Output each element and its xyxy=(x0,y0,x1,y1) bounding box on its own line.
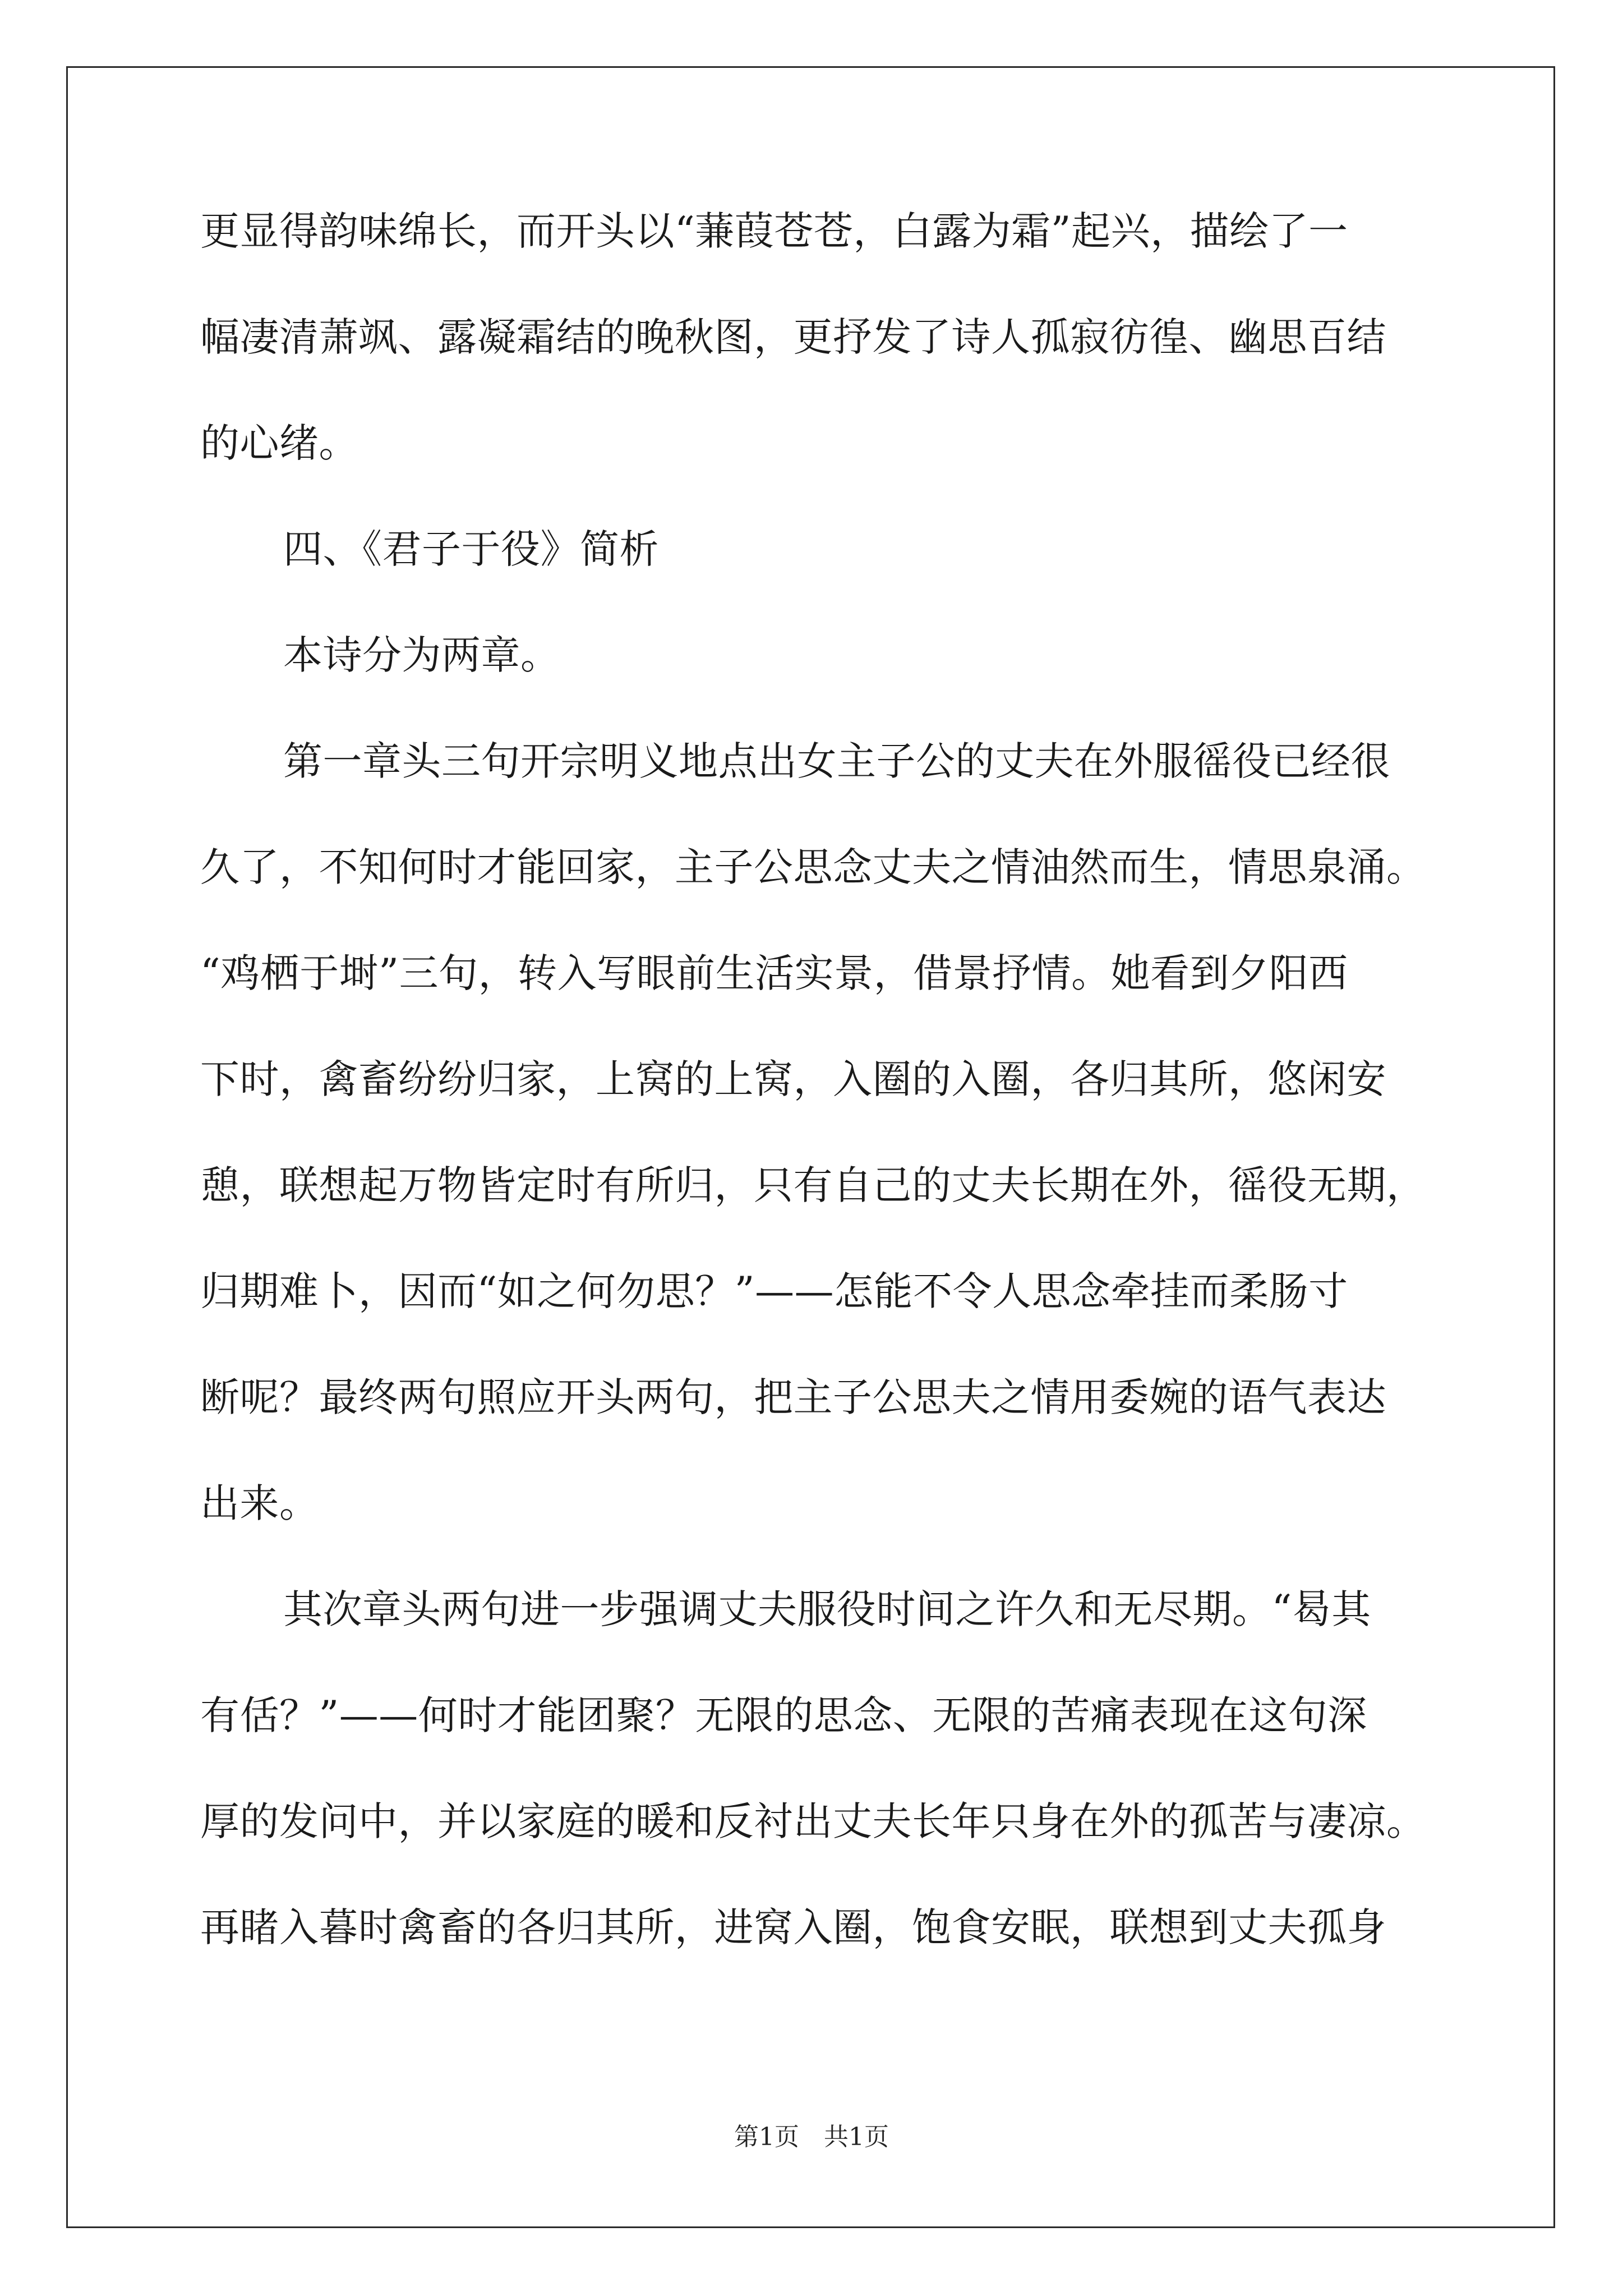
text-line: 的心绪。 xyxy=(200,420,358,466)
text-line: 下时，禽畜纷纷归家，上窝的上窝，入圈的入圈，各归其所，悠闲安 xyxy=(200,1056,1386,1102)
text-line: 归期难卜，因而“如之何勿思？”——怎能不令人思念牵挂而柔肠寸 xyxy=(200,1268,1348,1314)
text-line: 更显得韵味绵长，而开头以“蒹葭苍苍，白露为霜”起兴，描绘了一 xyxy=(200,208,1348,254)
text-line: 再睹入暮时禽畜的各归其所，进窝入圈，饱食安眠，联想到丈夫孤身 xyxy=(200,1904,1386,1950)
text-line: 出来。 xyxy=(200,1480,319,1526)
text-line: 有佸？”——何时才能团聚？无限的思念、无限的苦痛表现在这句深 xyxy=(200,1692,1367,1738)
text-line: 憩，联想起万物皆定时有所归，只有自己的丈夫长期在外，徭役无期， xyxy=(200,1162,1426,1208)
text-line: 厚的发问中，并以家庭的暖和反衬出丈夫长年只身在外的孤苦与凄凉。 xyxy=(200,1798,1426,1844)
text-line: 第一章头三句开宗明义地点出女主子公的丈夫在外服徭役已经很 xyxy=(283,738,1390,784)
page-number: 第1页 共1页 xyxy=(734,2123,889,2151)
text-line: 断呢？最终两句照应开头两句，把主子公思夫之情用委婉的语气表达 xyxy=(200,1374,1386,1420)
document-body xyxy=(200,178,1445,1981)
page-footer xyxy=(0,2120,1623,2154)
section-heading: 四、《君子于役》简析 xyxy=(283,526,659,572)
text-line: “鸡栖于埘”三句，转入写眼前生活实景，借景抒情。她看到夕阳西 xyxy=(200,950,1348,996)
text-line: 本诗分为两章。 xyxy=(283,632,560,678)
text-line: 其次章头两句进一步强调丈夫服役时间之许久和无尽期。“曷其 xyxy=(283,1586,1371,1632)
text-line: 幅凄清萧飒、露凝霜结的晚秋图，更抒发了诗人孤寂彷徨、幽思百结 xyxy=(200,314,1386,360)
text-line: 久了，不知何时才能回家，主子公思念丈夫之情油然而生，情思泉涌。 xyxy=(200,844,1426,890)
